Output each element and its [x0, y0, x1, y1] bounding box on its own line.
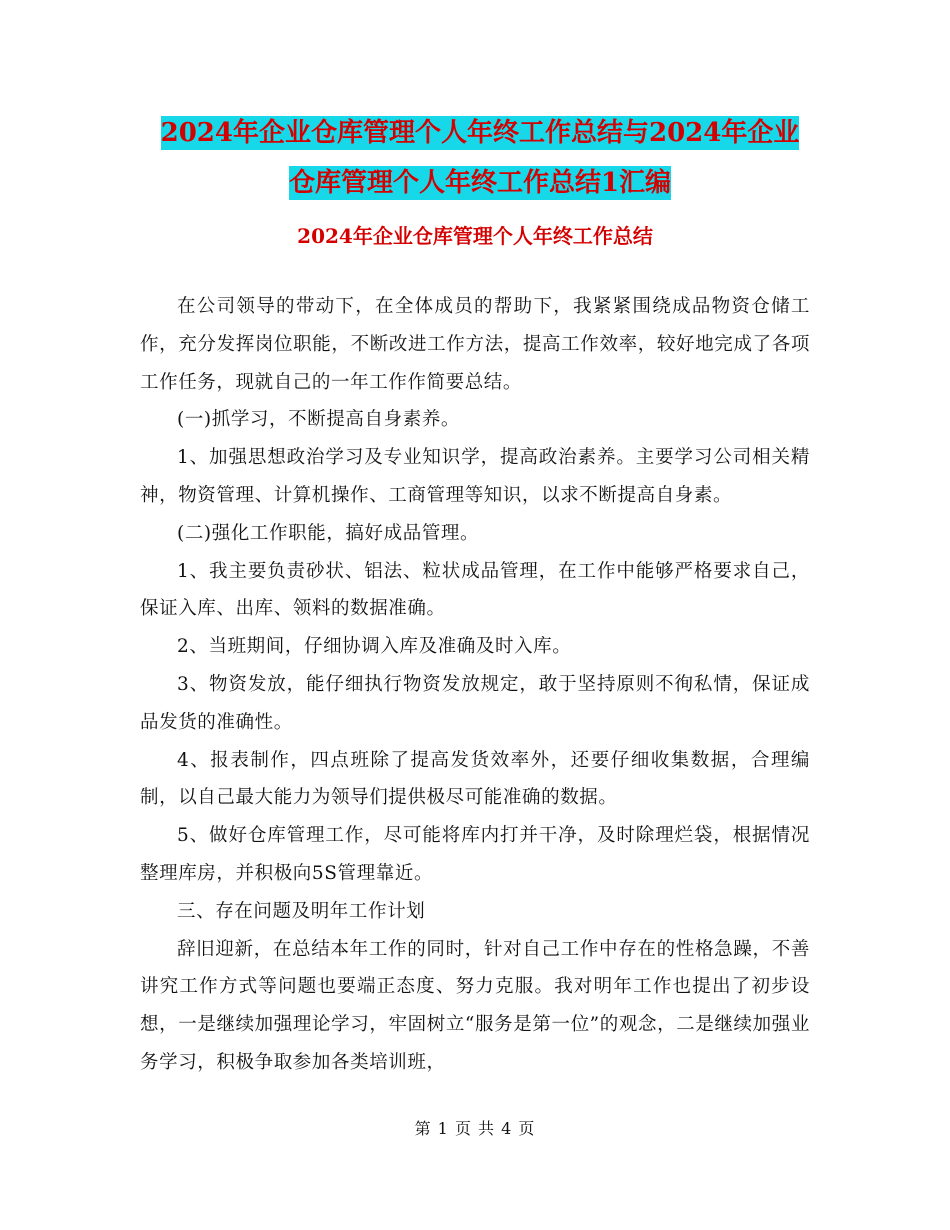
title-line-2: 仓库管理个人年终工作总结1汇编 — [288, 168, 672, 198]
paragraph-heading-3: 三、存在问题及明年工作计划 — [177, 900, 426, 922]
paragraph-intro: 在公司领导的带动下，在全体成员的帮助下，我紧紧围绕成品物资仓储工作，充分发挥岗位职能，不断改进工作方法，提高工作效率，较好地完成了各项工作任务，现就自己的一年工作作简要总结。 — [140, 296, 810, 393]
section-title: 2024年企业仓库管理个人年终工作总结 — [297, 224, 653, 248]
paragraph-heading-1: (一)抓学习，不断提高自身素养。 — [177, 409, 461, 431]
paragraph-item: 3、物资发放，能仔细执行物资发放规定，敢于坚持原则不徇私情，保证成品发货的准确性。 — [140, 673, 810, 733]
title-line-1: 2024年企业仓库管理个人年终工作总结与2024年企业 — [160, 118, 800, 148]
paragraph-heading-2: (二)强化工作职能，搞好成品管理。 — [177, 522, 480, 544]
paragraph-item: 2、当班期间，仔细协调入库及准确及时入库。 — [177, 636, 572, 658]
paragraph-item: 1、加强思想政治学习及专业知识学，提高政治素养。主要学习公司相关精神，物资管理、计算机操作、工商管理等知识，以求不断提高自身素。 — [140, 447, 810, 506]
document-title — [140, 108, 820, 208]
paragraph-item: 4、报表制作，四点班除了提高发货效率外，还要仔细收集数据，合理编制，以自己最大能力为领导们提供极尽可能准确的数据。 — [140, 749, 810, 809]
paragraph-item: 1、我主要负责砂状、铝法、粒状成品管理，在工作中能够严格要求自己，保证入库、出库、领料的数据准确。 — [140, 560, 810, 620]
document-body — [140, 288, 810, 1082]
paragraph-plan: 辞旧迎新，在总结本年工作的同时，针对自己工作中存在的性格急躁，不善讲究工作方式等问题也要端正态度、努力克服。我对明年工作也提出了初步设想，一是继续加强理论学习，牢固树立“服务是第一位”的观念，二是继续加强业务学习，积极争取参加各类培训班， — [140, 938, 810, 1073]
paragraph-item: 5、做好仓库管理工作，尽可能将库内打并干净，及时除理烂袋，根据情况整理库房，并积极向5S管理靠近。 — [140, 825, 810, 884]
page-footer: 第 1 页 共 4 页 — [414, 1119, 536, 1138]
